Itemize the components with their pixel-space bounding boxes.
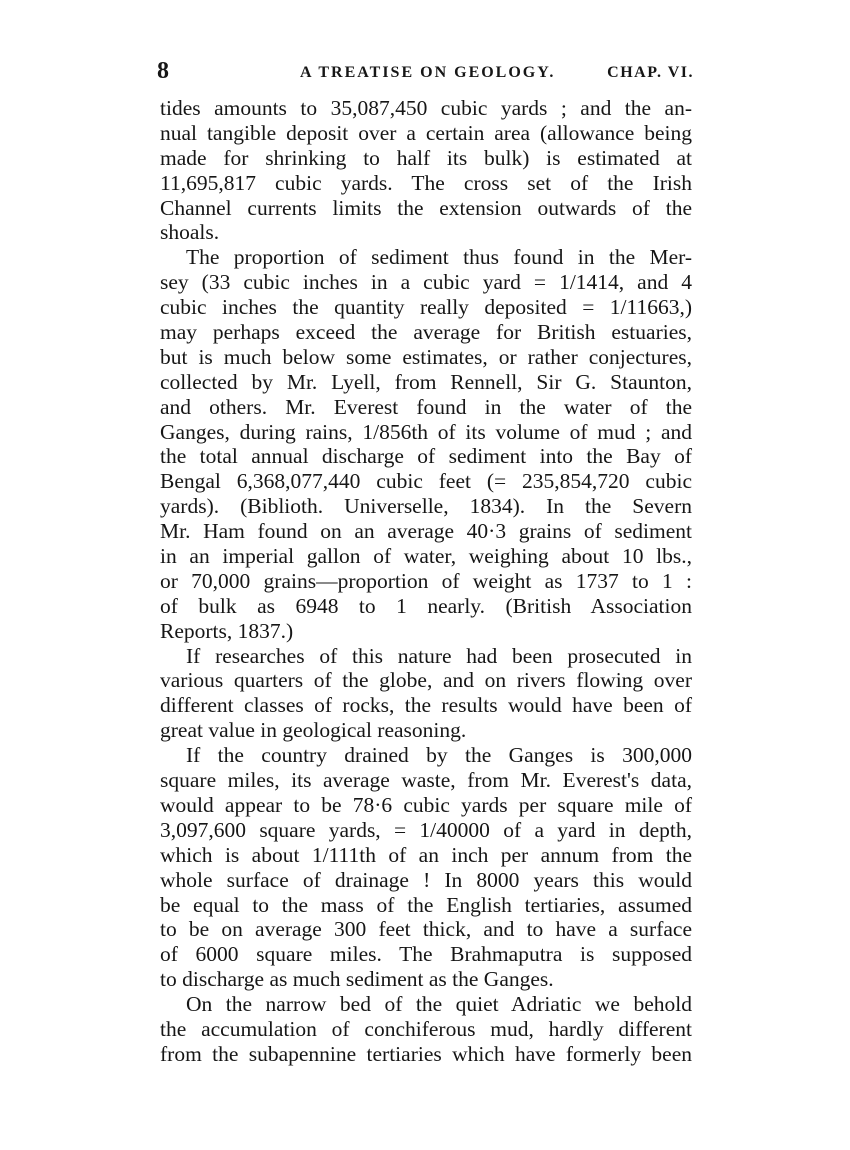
text-line: great value in geological reasoning. (160, 718, 467, 743)
running-head (157, 58, 694, 88)
text-line: The proportion of sediment thus found in the Mer- (186, 245, 692, 270)
text-line: whole surface of drainage ! In 8000 years this would (160, 867, 692, 892)
text-line: nual tangible deposit over a certain area (allowance being (160, 120, 692, 145)
text-line: tides amounts to 35,087,450 cubic yards ; and the an- (160, 96, 692, 120)
text-line: various quarters of the globe, and on rivers flowing over (160, 668, 692, 693)
text-line: 11,695,817 cubic yards. The cross set of the Irish (160, 170, 692, 195)
chapter-label: CHAP. VI. (607, 64, 694, 81)
text-line: On the narrow bed of the quiet Adriatic we behold (186, 992, 692, 1017)
text-line: to be on average 300 feet thick, and to have a surface (160, 917, 692, 942)
text-line: would appear to be 78·6 cubic yards per square mile of (160, 792, 692, 817)
text-line: from the subapennine tertiaries which have formerly been (160, 1041, 692, 1066)
text-line: of 6000 square miles. The Brahmaputra is supposed (160, 942, 692, 967)
text-line: which is about 1/111th of an inch per annum from the (160, 842, 692, 867)
text-line: yards). (Biblioth. Universelle, 1834). In the Severn (160, 494, 692, 519)
text-line: Mr. Ham found on an average 40·3 grains of sediment (160, 519, 692, 544)
text-line: shoals. (160, 220, 220, 245)
text-line: Bengal 6,368,077,440 cubic feet (= 235,854,720 cubic (160, 469, 692, 494)
text-line: be equal to the mass of the English tertiaries, assumed (160, 892, 692, 917)
page-number: 8 (157, 58, 169, 84)
text-line: and others. Mr. Everest found in the water of the (160, 394, 692, 419)
text-line: the accumulation of conchiferous mud, hardly different (160, 1016, 692, 1041)
text-line: of bulk as 6948 to 1 nearly. (British Association (160, 593, 692, 618)
text-line: sey (33 cubic inches in a cubic yard = 1/1414, and 4 (160, 270, 692, 295)
text-line: If the country drained by the Ganges is 300,000 (186, 743, 692, 768)
text-line: Reports, 1837.) (160, 618, 294, 643)
text-line: Ganges, during rains, 1/856th of its volume of mud ; and (160, 419, 692, 444)
text-line: different classes of rocks, the results would have been of (160, 693, 692, 718)
text-line: square miles, its average waste, from Mr. Everest's data, (160, 768, 692, 793)
text-line: Channel currents limits the extension outwards of the (160, 195, 692, 220)
book-title: A TREATISE ON GEOLOGY. (300, 64, 556, 81)
text-line: in an imperial gallon of water, weighing about 10 lbs., (160, 544, 692, 569)
text-line: but is much below some estimates, or rather conjectures, (160, 344, 692, 369)
body-text (160, 96, 692, 1067)
text-line: 3,097,600 square yards, = 1/40000 of a yard in depth, (160, 817, 692, 842)
text-line: to discharge as much sediment as the Ganges. (160, 967, 554, 992)
text-line: made for shrinking to half its bulk) is estimated at (160, 145, 692, 170)
text-line: the total annual discharge of sediment into the Bay of (160, 444, 692, 469)
text-line: may perhaps exceed the average for British estuaries, (160, 320, 692, 345)
text-line: If researches of this nature had been prosecuted in (186, 643, 692, 668)
text-line: cubic inches the quantity really deposited = 1/11663,) (160, 295, 692, 320)
text-line: collected by Mr. Lyell, from Rennell, Sir G. Staunton, (160, 369, 692, 394)
text-line: or 70,000 grains—proportion of weight as 1737 to 1 : (160, 568, 692, 593)
